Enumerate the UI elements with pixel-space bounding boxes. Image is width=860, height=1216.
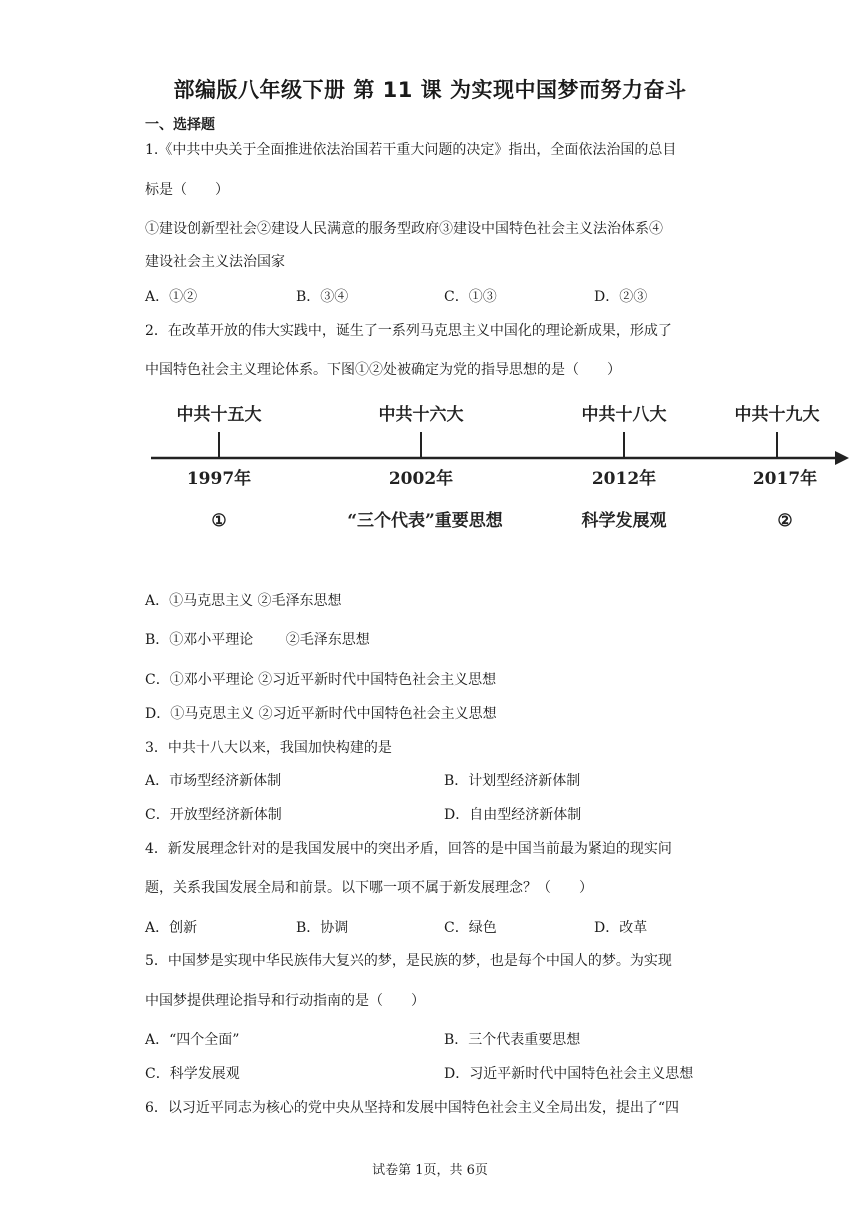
q1-option-d: D．②③: [594, 289, 648, 305]
timeline-arrow: [835, 451, 849, 465]
q2-option-b: B．①邓小平理论 ②毛泽东思想: [145, 632, 370, 648]
q2-stem-line1: 2．在改革开放的伟大实践中，诞生了一系列马克思主义中国化的理论新成果，形成了: [145, 323, 672, 339]
q4-option-d: D．改革: [594, 920, 648, 936]
q5-stem-line1: 5．中国梦是实现中华民族伟大复兴的梦，是民族的梦，也是每个中国人的梦。为实现: [145, 953, 672, 969]
q5-option-a: A．“四个全面”: [145, 1032, 240, 1048]
q2-stem-line2: 中国特色社会主义理论体系。下图①②处被确定为党的指导思想的是（ ）: [145, 362, 621, 378]
q1-option-c: C．①③: [444, 289, 497, 305]
q4-stem-line2: 题，关系我国发展全局和前景。以下哪一项不属于新发展理念？（ ）: [145, 880, 593, 896]
q1-option-a: A．①②: [145, 289, 198, 305]
timeline-theory-three-represents: “三个代表”重要思想: [347, 511, 503, 531]
timeline-theory-1: ①: [211, 511, 227, 531]
timeline-congress-16: 中共十六大: [378, 405, 464, 425]
q4-option-b: B．协调: [296, 920, 349, 936]
page-footer: 试卷第 1页，共 6页: [372, 1163, 488, 1178]
q2-option-a: A．①马克思主义 ②毛泽东思想: [145, 593, 342, 609]
timeline-congress-15: 中共十五大: [176, 405, 262, 425]
timeline-congress-19: 中共十九大: [734, 405, 820, 425]
q3-option-a: A．市场型经济新体制: [145, 773, 282, 789]
timeline-year-2017: 2017年: [752, 469, 818, 489]
q4-option-a: A．创新: [145, 920, 198, 936]
q1-stem-line4: 建设社会主义法治国家: [145, 254, 285, 270]
q6-stem-line1: 6．以习近平同志为核心的党中央从坚持和发展中国特色社会主义全局出发，提出了“四: [145, 1100, 680, 1116]
q1-stem-line1: 1.《中共中央关于全面推进依法治国若干重大问题的决定》指出，全面依法治国的总目: [145, 142, 677, 158]
section-heading: 一、选择题: [145, 117, 215, 133]
timeline-theory-scientific-outlook: 科学发展观: [581, 511, 667, 531]
q5-option-d: D．习近平新时代中国特色社会主义思想: [444, 1066, 694, 1082]
q1-stem-line3: ①建设创新型社会②建设人民满意的服务型政府③建设中国特色社会主义法治体系④: [145, 221, 663, 237]
q3-stem: 3．中共十八大以来，我国加快构建的是: [145, 740, 392, 756]
q4-option-c: C．绿色: [444, 920, 497, 936]
timeline-year-2012: 2012年: [591, 469, 657, 489]
timeline-congress-18: 中共十八大: [581, 405, 667, 425]
q4-stem-line1: 4．新发展理念针对的是我国发展中的突出矛盾，回答的是中国当前最为紧迫的现实问: [145, 841, 672, 857]
timeline-figure: [145, 392, 850, 540]
q2-option-d: D．①马克思主义 ②习近平新时代中国特色社会主义思想: [145, 706, 497, 722]
q2-option-c: C．①邓小平理论 ②习近平新时代中国特色社会主义思想: [145, 672, 497, 688]
q5-option-b: B．三个代表重要思想: [444, 1032, 581, 1048]
q1-stem-line2: 标是（ ）: [145, 182, 229, 198]
q3-option-d: D．自由型经济新体制: [444, 807, 582, 823]
page-title: 部编版八年级下册 第 11 课 为实现中国梦而努力奋斗: [173, 78, 687, 102]
timeline-year-2002: 2002年: [388, 469, 454, 489]
q5-option-c: C．科学发展观: [145, 1066, 240, 1082]
timeline-year-1997: 1997年: [186, 469, 252, 489]
q3-option-b: B．计划型经济新体制: [444, 773, 581, 789]
q3-option-c: C．开放型经济新体制: [145, 807, 282, 823]
q5-stem-line2: 中国梦提供理论指导和行动指南的是（ ）: [145, 993, 425, 1009]
q1-option-b: B．③④: [296, 289, 349, 305]
timeline-theory-2: ②: [777, 511, 793, 531]
